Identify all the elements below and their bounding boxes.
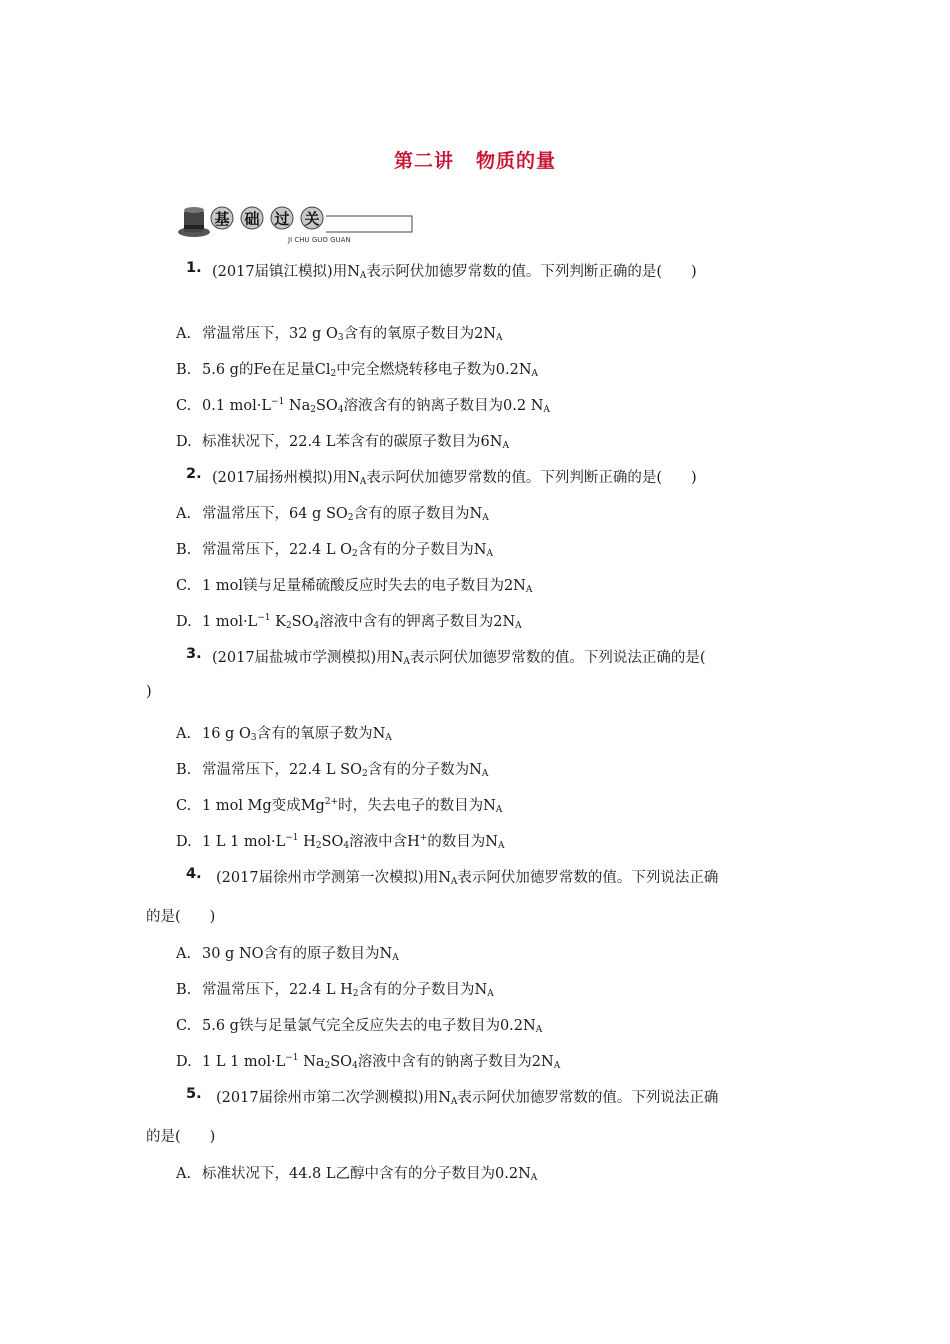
banner-pinyin: JI CHU GUO GUAN bbox=[288, 236, 351, 244]
banner-rule bbox=[326, 216, 412, 232]
option-c: C. 1 mol Mg变成$Mg^{2+}$时，失去电子的数目为$N_A$ bbox=[176, 797, 503, 815]
banner-char-4: 关 bbox=[304, 210, 320, 228]
option-a: A. 16 g $O_3$含有的氧原子数为$N_A$ bbox=[176, 726, 392, 743]
question-number: 5. bbox=[186, 1086, 202, 1102]
question-stem: (2017届盐城市学测模拟)用$N_A$表示阿伏加德罗常数的值。下列说法正确的是( bbox=[212, 650, 706, 667]
question-stem-continued: ) bbox=[146, 684, 152, 700]
title-lecture: 第二讲 bbox=[393, 150, 454, 172]
option-b: B. 常温常压下，22.4 L $O_2$含有的分子数目为$N_A$ bbox=[176, 542, 493, 559]
question-number: 3. bbox=[186, 646, 202, 662]
section-banner bbox=[176, 200, 416, 248]
option-b: B. 常温常压下，22.4 L $SO_2$含有的分子数为$N_A$ bbox=[176, 762, 489, 779]
question-number: 1. bbox=[186, 260, 202, 276]
question-stem-continued: 的是( ) bbox=[146, 909, 216, 925]
banner-char-1: 基 bbox=[214, 210, 230, 228]
option-d: D. 标准状况下，22.4 L苯含有的碳原子数目为$6N_A$ bbox=[176, 434, 509, 451]
question-stem: (2017届徐州市学测第一次模拟)用$N_A$表示阿伏加德罗常数的值。下列说法正确 bbox=[216, 870, 719, 887]
option-a: A. 30 g NO含有的原子数目为$N_A$ bbox=[176, 946, 399, 963]
option-c: C. 1 mol镁与足量稀硫酸反应时失去的电子数目为$2N_A$ bbox=[176, 578, 533, 595]
option-d: D. 1 L 1 $mol\cdot L^{-1}$ $H_2SO_4$溶液中含H+的数目为$N_A$ bbox=[176, 833, 505, 851]
option-a: A. 常温常压下，64 g $SO_2$含有的原子数目为$N_A$ bbox=[176, 506, 489, 523]
question-stem: (2017届扬州模拟)用$N_A$表示阿伏加德罗常数的值。下列判断正确的是( ) bbox=[212, 470, 697, 487]
question-number: 2. bbox=[186, 466, 202, 482]
question-stem-continued: 的是( ) bbox=[146, 1129, 216, 1145]
question-stem: (2017届徐州市第二次学测模拟)用$N_A$表示阿伏加德罗常数的值。下列说法正确 bbox=[216, 1090, 719, 1107]
option-c: C. 5.6 g铁与足量氯气完全反应失去的电子数目为$0.2N_A$ bbox=[176, 1018, 543, 1035]
page-title bbox=[0, 146, 950, 173]
title-topic: 物质的量 bbox=[476, 150, 557, 172]
question-stem: (2017届镇江模拟)用$N_A$表示阿伏加德罗常数的值。下列判断正确的是( ) bbox=[212, 264, 697, 281]
option-a: A. 常温常压下，32 g $O_3$含有的氧原子数目为$2N_A$ bbox=[176, 326, 503, 343]
banner-char-2: 础 bbox=[244, 210, 260, 228]
banner-badges bbox=[211, 207, 323, 229]
option-d: D. 1 L 1 $mol\cdot L^{-1}$ $Na_2SO_4$溶液中含有的钠离子数目为$2N_A$ bbox=[176, 1053, 561, 1071]
hat-icon bbox=[178, 207, 210, 237]
option-c: C. 0.1 $mol\cdot L^{-1}$ $Na_2SO_4$溶液含有的钠离子数目为0.2 $N_A$ bbox=[176, 397, 550, 415]
banner-char-3: 过 bbox=[274, 210, 290, 228]
option-d: D. 1 $mol\cdot L^{-1}$ $K_2SO_4$溶液中含有的钾离子数目为$2N_A$ bbox=[176, 613, 522, 631]
question-number: 4. bbox=[186, 866, 202, 882]
option-a: A. 标准状况下，44.8 L乙醇中含有的分子数目为$0.2N_A$ bbox=[176, 1166, 538, 1183]
option-b: B. 常温常压下，22.4 L $H_2$含有的分子数目为$N_A$ bbox=[176, 982, 494, 999]
option-b: B. 5.6 g的Fe在足量$Cl_2$中完全燃烧转移电子数为$0.2N_A$ bbox=[176, 362, 539, 379]
